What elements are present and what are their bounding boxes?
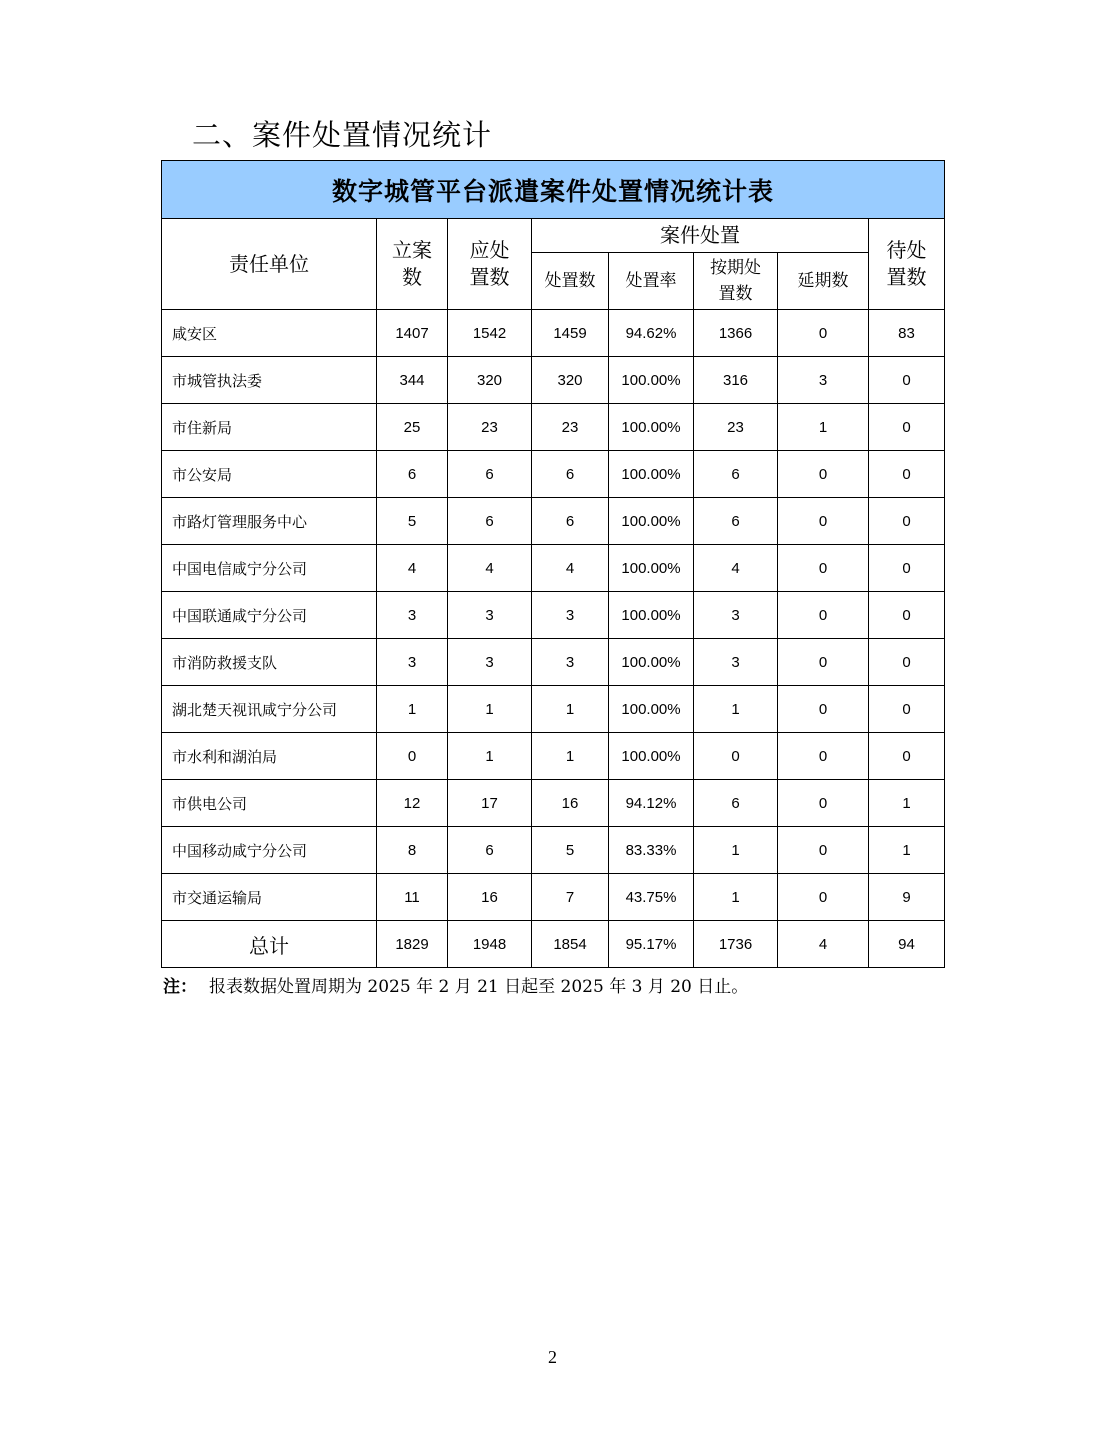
total-ontime: 1736 <box>694 921 778 968</box>
cell-ontime: 6 <box>694 780 778 827</box>
cell-pending: 0 <box>869 592 945 639</box>
cell-delayed: 0 <box>778 639 869 686</box>
cell-ontime: 1 <box>694 827 778 874</box>
cell-delayed: 0 <box>778 827 869 874</box>
cell-ontime: 6 <box>694 451 778 498</box>
table-row <box>162 451 945 498</box>
total-pending: 94 <box>869 921 945 968</box>
cell-pending: 0 <box>869 686 945 733</box>
header-rate: 处置率 <box>609 253 694 310</box>
cell-disposed: 16 <box>532 780 609 827</box>
cell-rate: 100.00% <box>609 404 694 451</box>
cell-due: 6 <box>448 451 532 498</box>
table-row <box>162 733 945 780</box>
table-row <box>162 310 945 357</box>
cell-delayed: 0 <box>778 498 869 545</box>
cell-ontime: 4 <box>694 545 778 592</box>
cell-rate: 100.00% <box>609 686 694 733</box>
total-rate: 95.17% <box>609 921 694 968</box>
cell-delayed: 0 <box>778 874 869 921</box>
header-ontime: 按期处置数 <box>694 253 778 310</box>
cell-rate: 100.00% <box>609 451 694 498</box>
cell-ontime: 3 <box>694 639 778 686</box>
cell-ontime: 316 <box>694 357 778 404</box>
cell-pending: 0 <box>869 545 945 592</box>
note-text: 报表数据处置周期为 2025 年 2 月 21 日起至 2025 年 3 月 20 日止。 <box>209 977 749 997</box>
cell-due: 1 <box>448 733 532 780</box>
cell-rate: 100.00% <box>609 639 694 686</box>
section-heading: 二、案件处置情况统计 <box>192 118 493 152</box>
cell-filed: 0 <box>377 733 448 780</box>
table-row <box>162 592 945 639</box>
header-delayed: 延期数 <box>778 253 869 310</box>
table-row <box>162 404 945 451</box>
cell-unit: 市消防救援支队 <box>162 639 377 686</box>
cell-ontime: 6 <box>694 498 778 545</box>
cell-pending: 0 <box>869 357 945 404</box>
cell-disposed: 1 <box>532 733 609 780</box>
total-delayed: 4 <box>778 921 869 968</box>
cell-pending: 0 <box>869 733 945 780</box>
cell-filed: 12 <box>377 780 448 827</box>
table-row <box>162 498 945 545</box>
cell-unit: 市水利和湖泊局 <box>162 733 377 780</box>
cell-due: 3 <box>448 592 532 639</box>
cell-ontime: 1 <box>694 874 778 921</box>
cell-filed: 1407 <box>377 310 448 357</box>
cell-due: 320 <box>448 357 532 404</box>
cell-disposed: 1 <box>532 686 609 733</box>
cell-rate: 43.75% <box>609 874 694 921</box>
table-body <box>162 310 945 968</box>
header-group: 案件处置 <box>532 219 869 253</box>
note-label: 注： <box>163 977 197 997</box>
cell-disposed: 3 <box>532 592 609 639</box>
cell-rate: 100.00% <box>609 592 694 639</box>
cell-rate: 100.00% <box>609 545 694 592</box>
cell-disposed: 4 <box>532 545 609 592</box>
table-row <box>162 357 945 404</box>
cell-disposed: 1459 <box>532 310 609 357</box>
cell-pending: 0 <box>869 498 945 545</box>
total-row <box>162 921 945 968</box>
cell-filed: 11 <box>377 874 448 921</box>
cell-due: 4 <box>448 545 532 592</box>
cell-filed: 344 <box>377 357 448 404</box>
cell-delayed: 0 <box>778 686 869 733</box>
table-row <box>162 780 945 827</box>
cell-filed: 6 <box>377 451 448 498</box>
cell-due: 3 <box>448 639 532 686</box>
cell-unit: 市供电公司 <box>162 780 377 827</box>
total-label: 总计 <box>162 921 377 968</box>
cell-unit: 市路灯管理服务中心 <box>162 498 377 545</box>
header-disposed: 处置数 <box>532 253 609 310</box>
cell-due: 16 <box>448 874 532 921</box>
cell-rate: 94.62% <box>609 310 694 357</box>
header-pending: 待处置数 <box>869 219 945 310</box>
cell-delayed: 0 <box>778 592 869 639</box>
cell-disposed: 7 <box>532 874 609 921</box>
cell-unit: 市城管执法委 <box>162 357 377 404</box>
cell-disposed: 23 <box>532 404 609 451</box>
cell-unit: 市交通运输局 <box>162 874 377 921</box>
cell-pending: 1 <box>869 827 945 874</box>
cell-unit: 中国联通咸宁分公司 <box>162 592 377 639</box>
cell-disposed: 6 <box>532 451 609 498</box>
header-due: 应处置数 <box>448 219 532 310</box>
cell-ontime: 1 <box>694 686 778 733</box>
cell-rate: 94.12% <box>609 780 694 827</box>
case-disposal-table <box>161 160 945 968</box>
cell-delayed: 1 <box>778 404 869 451</box>
cell-ontime: 23 <box>694 404 778 451</box>
cell-pending: 83 <box>869 310 945 357</box>
cell-filed: 25 <box>377 404 448 451</box>
cell-pending: 0 <box>869 404 945 451</box>
cell-filed: 3 <box>377 639 448 686</box>
page-number: 2 <box>548 1347 557 1367</box>
cell-unit: 中国移动咸宁分公司 <box>162 827 377 874</box>
cell-delayed: 0 <box>778 310 869 357</box>
table-row <box>162 639 945 686</box>
cell-filed: 4 <box>377 545 448 592</box>
table-row <box>162 545 945 592</box>
table-title: 数字城管平台派遣案件处置情况统计表 <box>162 161 945 219</box>
cell-due: 17 <box>448 780 532 827</box>
table-note <box>163 972 748 997</box>
cell-due: 6 <box>448 498 532 545</box>
cell-delayed: 0 <box>778 451 869 498</box>
cell-delayed: 3 <box>778 357 869 404</box>
cell-disposed: 3 <box>532 639 609 686</box>
total-due: 1948 <box>448 921 532 968</box>
table-row <box>162 874 945 921</box>
total-disposed: 1854 <box>532 921 609 968</box>
cell-unit: 湖北楚天视讯咸宁分公司 <box>162 686 377 733</box>
cell-unit: 中国电信咸宁分公司 <box>162 545 377 592</box>
cell-disposed: 6 <box>532 498 609 545</box>
cell-disposed: 320 <box>532 357 609 404</box>
cell-ontime: 1366 <box>694 310 778 357</box>
header-row-1 <box>162 219 945 253</box>
cell-due: 23 <box>448 404 532 451</box>
cell-disposed: 5 <box>532 827 609 874</box>
cell-delayed: 0 <box>778 780 869 827</box>
cell-pending: 1 <box>869 780 945 827</box>
cell-filed: 5 <box>377 498 448 545</box>
cell-ontime: 0 <box>694 733 778 780</box>
cell-pending: 0 <box>869 451 945 498</box>
total-filed: 1829 <box>377 921 448 968</box>
cell-pending: 0 <box>869 639 945 686</box>
cell-filed: 3 <box>377 592 448 639</box>
cell-rate: 83.33% <box>609 827 694 874</box>
table-title-row <box>162 161 945 219</box>
cell-unit: 咸安区 <box>162 310 377 357</box>
header-unit: 责任单位 <box>162 219 377 310</box>
cell-unit: 市公安局 <box>162 451 377 498</box>
table-row <box>162 686 945 733</box>
cell-due: 6 <box>448 827 532 874</box>
cell-delayed: 0 <box>778 545 869 592</box>
cell-rate: 100.00% <box>609 357 694 404</box>
table-row <box>162 827 945 874</box>
cell-filed: 8 <box>377 827 448 874</box>
cell-rate: 100.00% <box>609 733 694 780</box>
cell-rate: 100.00% <box>609 498 694 545</box>
cell-pending: 9 <box>869 874 945 921</box>
header-filed: 立案数 <box>377 219 448 310</box>
cell-ontime: 3 <box>694 592 778 639</box>
cell-delayed: 0 <box>778 733 869 780</box>
cell-unit: 市住新局 <box>162 404 377 451</box>
cell-due: 1 <box>448 686 532 733</box>
cell-filed: 1 <box>377 686 448 733</box>
cell-due: 1542 <box>448 310 532 357</box>
